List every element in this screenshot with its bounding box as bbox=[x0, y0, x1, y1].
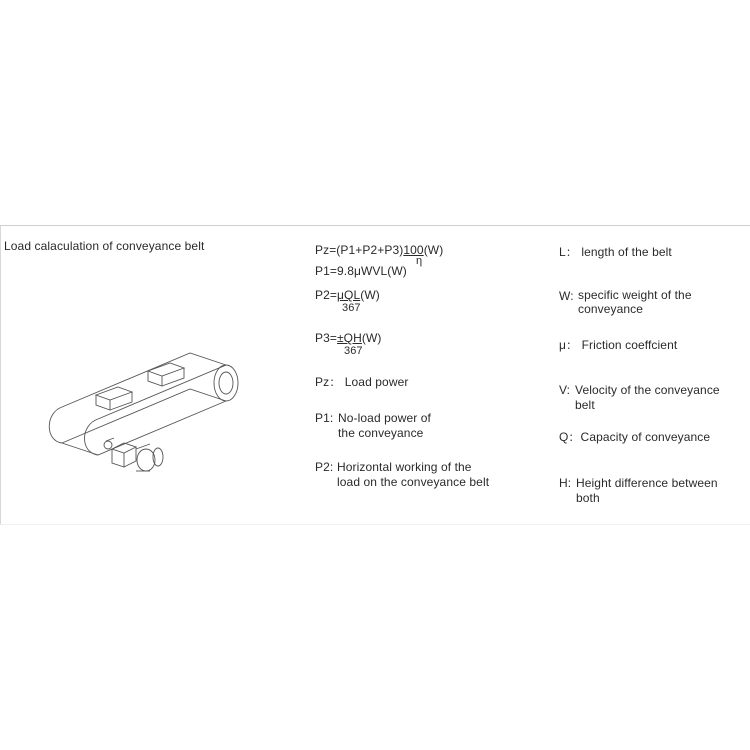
def-v-line1: Velocity of the conveyance bbox=[575, 383, 720, 397]
def-p1-line1: No-load power of bbox=[338, 411, 431, 425]
def-h-line1: Height difference between bbox=[576, 476, 718, 490]
def-w-line1: specific weight of the bbox=[578, 288, 692, 302]
conveyor-illustration bbox=[40, 345, 250, 485]
def-p2-line2: load on the conveyance belt bbox=[337, 475, 490, 489]
def-v-label: V: bbox=[559, 383, 571, 397]
formula-pz-denominator: η bbox=[416, 255, 423, 267]
formula-pz-numerator: 100 bbox=[403, 243, 424, 257]
formula-p2: P2=μQL(W) bbox=[315, 288, 380, 302]
def-v-line2: belt bbox=[575, 398, 595, 412]
def-p1-line2: the conveyance bbox=[338, 426, 424, 440]
formula-p3: P3=±QH(W) bbox=[315, 331, 382, 345]
def-p1-label: P1: bbox=[315, 411, 334, 425]
def-w-line2: conveyance bbox=[578, 302, 644, 316]
def-w-label: W: bbox=[559, 289, 574, 303]
def-p2-label: P2: bbox=[315, 460, 334, 474]
def-pz: Pz： Load power bbox=[315, 375, 409, 389]
formula-p3-denominator: 367 bbox=[344, 345, 363, 357]
def-h-line2: both bbox=[576, 491, 600, 505]
def-q: Q：Capacity of conveyance bbox=[559, 430, 711, 444]
section-title: Load calaculation of conveyance belt bbox=[4, 239, 205, 253]
def-mu: μ： Friction coeffcient bbox=[559, 338, 678, 352]
def-h-label: H: bbox=[559, 476, 572, 490]
formula-p2-denominator: 367 bbox=[342, 302, 361, 314]
def-l: L： length of the belt bbox=[559, 245, 672, 259]
def-p2-line1: Horizontal working of the bbox=[337, 460, 472, 474]
formula-pz: Pz=(P1+P2+P3)100(W) bbox=[315, 243, 444, 257]
formula-p1: P1=9.8μWVL(W) bbox=[315, 264, 407, 278]
